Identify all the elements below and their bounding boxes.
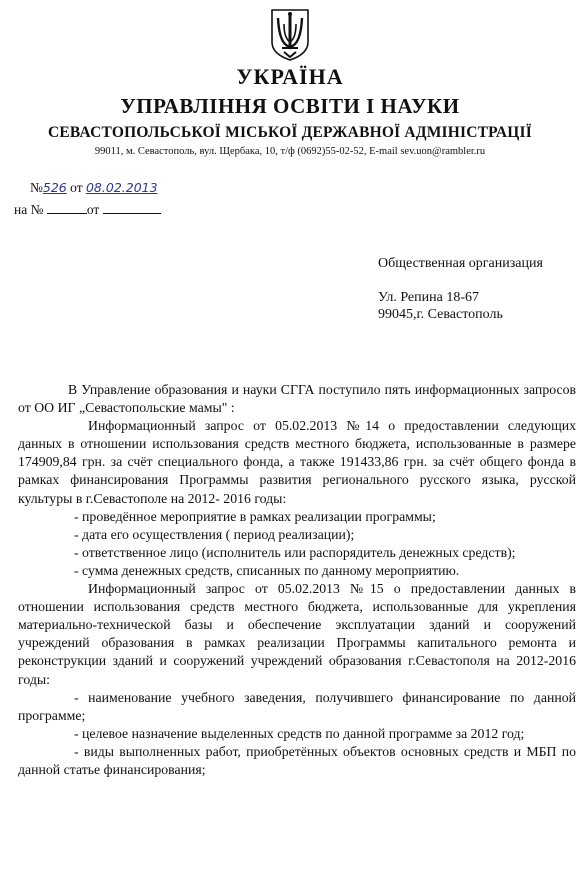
header-country: УКРАЇНА: [236, 64, 344, 89]
list-item: - сумма денежных средств, списанных по данному мероприятию.: [74, 562, 460, 578]
list-item: - дата его осуществления ( период реализации);: [74, 526, 355, 542]
letter-body: [18, 381, 576, 779]
ref-number-blank: [47, 201, 87, 214]
recipient-name: Общественная организация: [378, 256, 543, 271]
reg-no-value: 526: [42, 180, 67, 195]
body-paragraph-intro: В Управление образования и науки СГГА поступило пять информационных запросов от ОО ИГ „Севастопольские мамы" :: [18, 382, 576, 416]
header-contacts: 99011, м. Севастополь, вул. Щербака, 10, т/ф (0692)55-02-52, E-mail sev.uon@rambler.ru: [94, 146, 486, 157]
ref-from-label: от: [86, 202, 100, 217]
list-item: - наименование учебного заведения, получившего финансирование по данной программе;: [18, 689, 576, 723]
body-paragraph-request-15: Информационный запрос от 05.02.2013 №15 о предоставлении данных в отношении использования средств местного бюджета, использованные для укрепления материально-технической базы и обеспечение эксплуатации зданий и сооружений учреждений образования в рамках реализации Программы капитального ремонта и реконструкции зданий и сооружений учреждений образования г.Севастополя на 2012-2016 годы:: [18, 581, 576, 687]
list-item: - виды выполненных работ, приобретённых объектов основных средств и МБП по данной статье финансирования;: [18, 743, 576, 777]
recipient-city: 99045,г. Севастополь: [378, 307, 503, 322]
list-item: - целевое назначение выделенных средств по данной программе за 2012 год;: [74, 725, 525, 741]
outgoing-registration: [30, 180, 158, 196]
body-paragraph-request-14: Информационный запрос от 05.02.2013 №14 о предоставлении следующих данных в отношении использования средств местного бюджета, использованные в размере 174909,84 грн. за счёт специального фонда, а также 191433,86 грн. за счёт общего фонда в рамках финансирования Программы развития регионального русского языка, русской культуры в г.Севастополе на 2012- 2016 годы:: [18, 418, 576, 506]
reg-from-label: от: [70, 180, 83, 195]
reg-no-label: №: [30, 180, 43, 195]
list-item: - ответственное лицо (исполнитель или распорядитель денежных средств);: [74, 544, 516, 560]
list-item: - проведённое мероприятие в рамках реализации программы;: [74, 508, 436, 524]
header-department: УПРАВЛІННЯ ОСВІТИ І НАУКИ: [120, 94, 460, 118]
reg-date-value: 08.02.2013: [85, 180, 158, 195]
recipient-street: Ул. Репина 18-67: [378, 290, 479, 305]
ref-date-blank: [103, 201, 161, 214]
header-administration: СЕВАСТОПОЛЬСЬКОЇ МІСЬКОЇ ДЕРЖАВНОЇ АДМІНІСТРАЦІЇ: [48, 124, 532, 141]
trident-coat-of-arms-icon: [270, 8, 310, 62]
incoming-reference: [14, 201, 161, 218]
ref-label: на №: [14, 202, 44, 217]
